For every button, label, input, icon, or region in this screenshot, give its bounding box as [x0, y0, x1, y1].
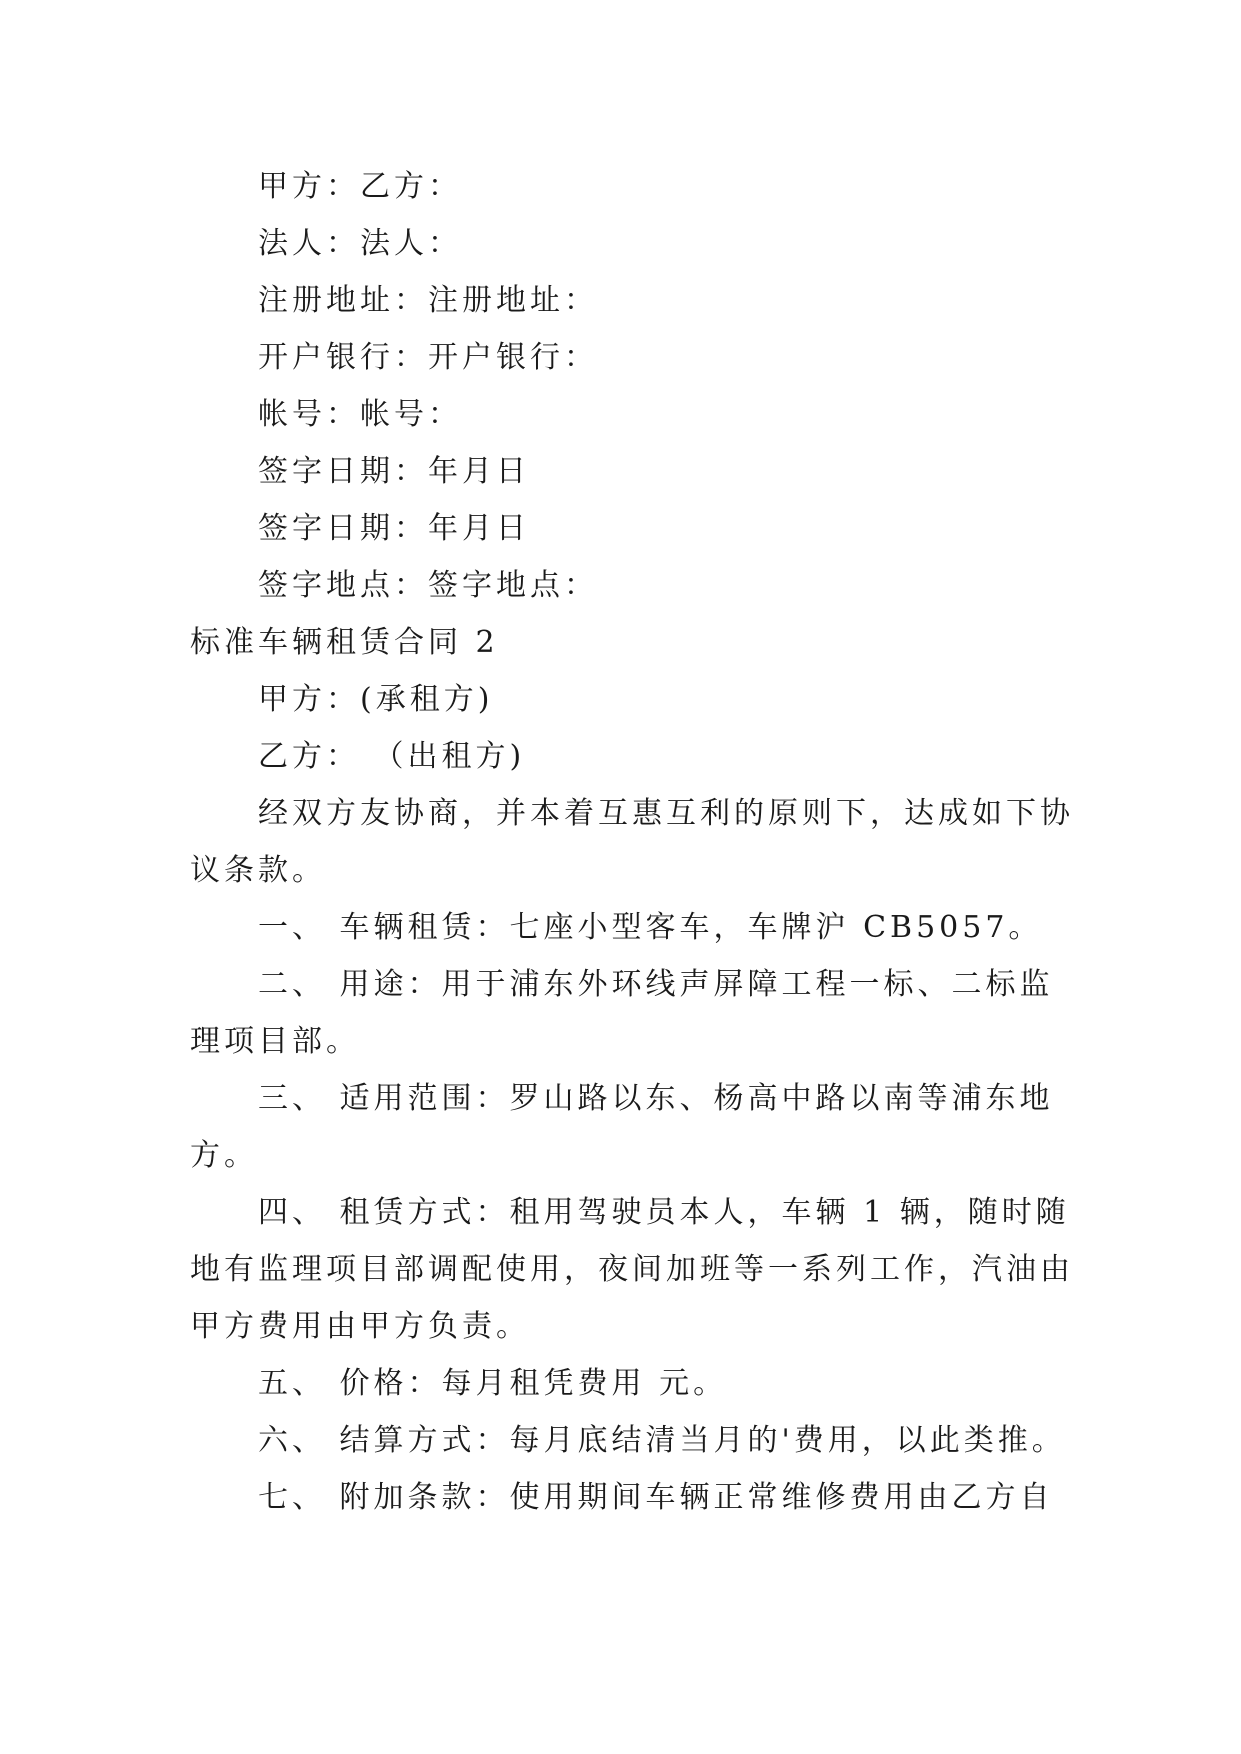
- clause-2: 二、 用途：用于浦东外环线声屏障工程一标、二标监: [258, 967, 1054, 1002]
- clause-4-continuation: 地有监理项目部调配使用，夜间加班等一系列工作，汽油由: [190, 1252, 1074, 1287]
- party-a-line: 甲方：(承租方): [258, 682, 494, 717]
- paragraph-line: 经双方友协商，并本着互惠互利的原则下，达成如下协: [258, 796, 1074, 831]
- clause-4-continuation: 甲方费用由甲方负责。: [190, 1309, 530, 1344]
- contract-title: 标准车辆租赁合同 2: [190, 625, 499, 660]
- party-line: 甲方：乙方：: [258, 169, 462, 204]
- clause-5: 五、 价格：每月租凭费用 元。: [258, 1366, 728, 1401]
- clause-4: 四、 租赁方式：租用驾驶员本人，车辆 1 辆，随时随: [258, 1195, 1070, 1230]
- bank-line: 开户银行：开户银行：: [258, 340, 598, 375]
- clause-1: 一、 车辆租赁：七座小型客车，车牌沪 CB5057。: [258, 910, 1043, 945]
- legal-person-line: 法人：法人：: [258, 226, 462, 261]
- paragraph-line: 议条款。: [190, 853, 326, 888]
- clause-2-continuation: 理项目部。: [190, 1024, 360, 1059]
- clause-7: 七、 附加条款：使用期间车辆正常维修费用由乙方自: [258, 1480, 1054, 1515]
- clause-3: 三、 适用范围：罗山路以东、杨高中路以南等浦东地: [258, 1081, 1054, 1116]
- clause-6: 六、 结算方式：每月底结清当月的'费用，以此类推。: [258, 1423, 1066, 1458]
- sign-date-line: 签字日期：年月日: [258, 454, 530, 489]
- contract-text: [190, 158, 1074, 1526]
- account-line: 帐号：帐号：: [258, 397, 462, 432]
- clause-3-continuation: 方。: [190, 1138, 258, 1173]
- party-b-line: 乙方： （出租方): [258, 739, 526, 774]
- sign-place-line: 签字地点：签字地点：: [258, 568, 598, 603]
- registered-address-line: 注册地址：注册地址：: [258, 283, 598, 318]
- sign-date-line: 签字日期：年月日: [258, 511, 530, 546]
